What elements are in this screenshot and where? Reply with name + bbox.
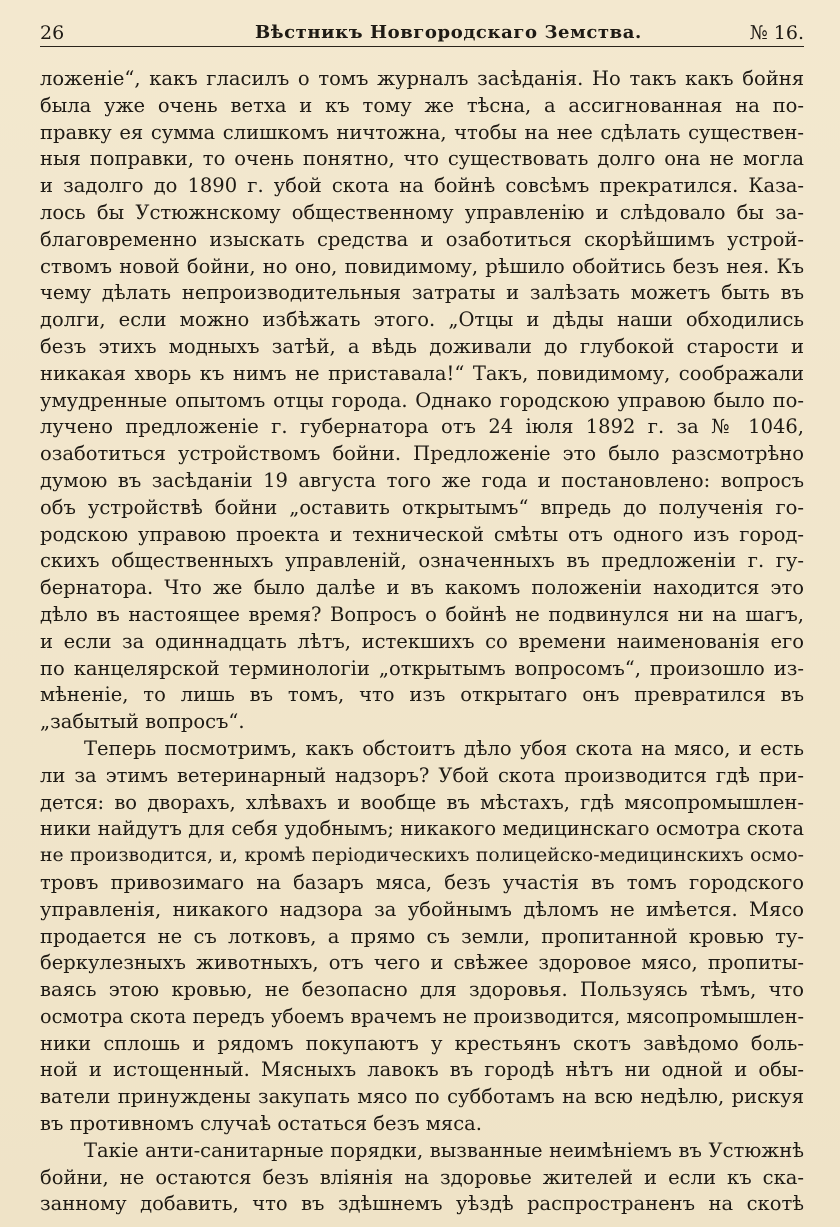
text-line: ложеніе“, какъ гласилъ о томъ журналъ засѣданія. Но такъ какъ бойня <box>40 67 804 90</box>
header-rule <box>40 46 804 47</box>
text-line: мѣненіе, то лишь въ томъ, что изъ открытаго онъ превратился въ <box>40 683 804 707</box>
text-line: думою въ засѣданіи 19 августа того же года и постановлено: вопросъ <box>40 468 804 492</box>
page-number: 26 <box>40 22 65 44</box>
text-line: ватели принуждены закупать мясо по субботамъ на всю недѣлю, рискуя <box>40 1085 804 1109</box>
text-line: ствомъ новой бойни, но оно, повидимому, рѣшило обойтись безъ нея. Къ <box>40 254 804 278</box>
text-line: ники найдутъ для себя удобнымъ; никакого медицинскаго осмотра скота <box>40 817 804 841</box>
text-line: скихъ общественныхъ управленій, означенныхъ въ предложеніи г. гу- <box>40 549 804 573</box>
journal-title: Вѣстникъ Новгородскаго Земства. <box>255 22 642 43</box>
text-line: Теперь посмотримъ, какъ обстоитъ дѣло убоя скота на мясо, и есть <box>84 736 804 760</box>
text-line: Такіе анти-санитарные порядки, вызванные неимѣніемъ въ Устюжнѣ <box>84 1138 804 1162</box>
text-line: была уже очень ветха и къ тому же тѣсна, а ассигнованная на по- <box>40 93 804 117</box>
text-line: объ устройствѣ бойни „оставить открытымъ“ впредь до полученія го- <box>40 495 804 519</box>
text-line: лучено предложеніе г. губернатора отъ 24 іюля 1892 г. за № 1046, <box>40 415 804 439</box>
text-line: безъ этихъ модныхъ затѣй, а вѣдь доживали до глубокой старости и <box>40 334 804 358</box>
body-text <box>40 66 804 1218</box>
text-line: и если за одиннадцать лѣтъ, истекшихъ со времени наименованія его <box>40 629 804 653</box>
text-line: дется: во дворахъ, хлѣвахъ и вообще въ мѣстахъ, гдѣ мясопромышлен- <box>40 790 804 814</box>
text-line: правку ея сумма слишкомъ ничтожна, чтобы на нее сдѣлать существен- <box>40 120 804 144</box>
text-line: осмотра скота передъ убоемъ врачемъ не производится, мясопромышлен- <box>40 1004 804 1028</box>
text-line: „забытый вопросъ“. <box>40 710 245 734</box>
text-line: озаботиться устройствомъ бойни. Предложеніе это было разсмотрѣно <box>40 442 804 466</box>
text-line: беркулезныхъ животныхъ, отъ чего и свѣжее здоровое мясо, пропиты- <box>40 951 804 975</box>
text-line: тровъ привозимаго на базаръ мяса, безъ участія въ томъ городского <box>40 870 804 894</box>
text-line: умудренные опытомъ отцы города. Однако городскою управою было по- <box>40 388 804 412</box>
text-line: дѣло въ настоящее время? Вопросъ о бойнѣ не подвинулся ни на шагъ, <box>40 602 804 626</box>
text-line: родскою управою проекта и технической смѣты отъ одного изъ город- <box>40 522 804 546</box>
text-line: чему дѣлать непроизводительныя затраты и залѣзать можетъ быть въ <box>40 281 804 305</box>
text-line: ныя поправки, то очень понятно, что существовать долго она не могла <box>40 147 804 171</box>
text-line: благовременно изыскать средства и озаботиться скорѣйшимъ устрой- <box>40 227 804 251</box>
text-line: ли за этимъ ветеринарный надзоръ? Убой скота производится гдѣ при- <box>40 763 804 787</box>
text-line: и задолго до 1890 г. убой скота на бойнѣ совсѣмъ прекратился. Каза- <box>40 174 804 198</box>
text-line: ники сплошь и рядомъ покупаютъ у крестьянъ скотъ завѣдомо боль- <box>40 1031 804 1055</box>
issue-number: № 16. <box>749 22 804 44</box>
text-line: бойни, не остаются безъ вліянія на здоровье жителей и если къ ска- <box>40 1165 804 1189</box>
text-line: никакая хворь къ нимъ не приставала!“ Такъ, повидимому, соображали <box>40 361 804 385</box>
text-line: лось бы Устюжнскому общественному управленію и слѣдовало бы за- <box>40 200 804 224</box>
text-line: ной и истощенный. Мясныхъ лавокъ въ городѣ нѣтъ ни одной и обы- <box>40 1058 804 1082</box>
text-line: продается не съ лотковъ, а прямо съ земли, пропитанной кровью ту- <box>40 924 804 948</box>
text-line: бернатора. Что же было далѣе и въ какомъ положеніи находится это <box>40 576 804 600</box>
text-line: ваясь этою кровью, не безопасно для здоровья. Пользуясь тѣмъ, что <box>40 978 804 1002</box>
text-line: управленія, никакого надзора за убойнымъ дѣломъ не имѣется. Мясо <box>40 897 804 921</box>
page-header <box>40 22 804 50</box>
text-line: занному добавить, что въ здѣшнемъ уѣздѣ распространенъ на скотѣ <box>40 1192 804 1216</box>
text-line: въ противномъ случаѣ остаться безъ мяса. <box>40 1112 482 1136</box>
text-line: долги, если можно избѣжать этого. „Отцы и дѣды наши обходились <box>40 308 804 332</box>
text-line: по канцелярской терминологіи „открытымъ вопросомъ“, произошло из- <box>40 656 804 680</box>
text-line: не производится, и, кромѣ періодическихъ полицейско-медицинскихъ осмо- <box>40 845 804 867</box>
